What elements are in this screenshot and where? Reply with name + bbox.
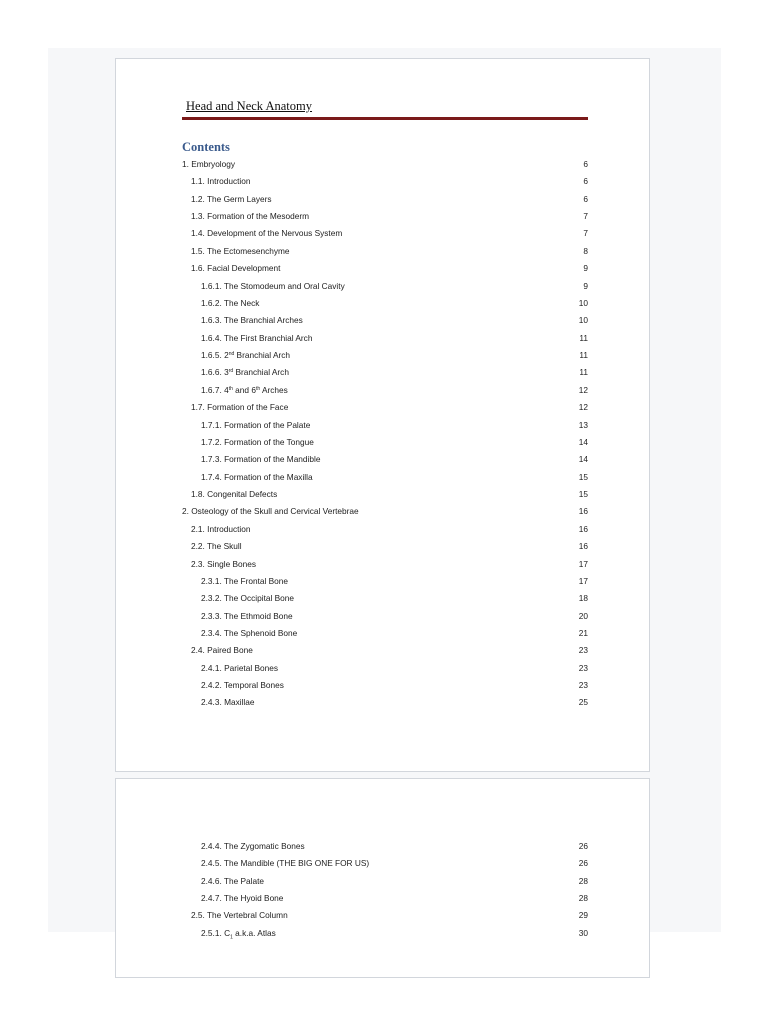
toc-entry-title: [201, 695, 255, 709]
toc-entry-page-number: 10: [578, 297, 588, 308]
toc-entry-label-rest: a.k.a. Atlas: [232, 927, 276, 938]
toc-entry-label-rest: Branchial Arch: [233, 367, 289, 378]
toc-entry-label: 1.6.2. The Neck: [201, 297, 260, 308]
toc-entry-page-number: 15: [578, 471, 588, 482]
toc-entry-label: 1.7.4. Formation of the Maxilla: [201, 471, 313, 482]
toc-entry-page-number: 25: [578, 697, 588, 708]
toc-entry-title: [201, 279, 345, 293]
toc-entry-label: 1.6.7. 4: [201, 384, 229, 395]
toc-entry[interactable]: [182, 661, 588, 675]
toc-entry-page-number: 26: [578, 841, 588, 851]
toc-entry-page-number: 20: [578, 610, 588, 621]
document-viewer[interactable]: [48, 48, 721, 941]
toc-entry[interactable]: [182, 452, 588, 466]
toc-entry-label: 2.4.3. Maxillae: [201, 697, 255, 708]
toc-entry-label: 2.4. Paired Bone: [191, 645, 253, 656]
toc-entry-title: [201, 839, 305, 853]
toc-entry-label: 2.3. Single Bones: [191, 558, 257, 569]
toc-entry-title: [191, 261, 280, 275]
toc-entry-label: 1.6.1. The Stomodeum and Oral Cavity: [201, 280, 345, 291]
toc-entry-label: 1.6.6. 3: [201, 367, 229, 378]
toc-entry-label: 2.4.6. The Palate: [201, 875, 265, 886]
toc-entry-label: 2.4.7. The Hyoid Bone: [201, 893, 284, 904]
toc-entry-title: [201, 678, 284, 692]
toc-entry-title: [201, 365, 289, 379]
toc-entry[interactable]: [182, 244, 588, 258]
toc-entry-title: [201, 874, 264, 888]
toc-entry-page-number: 17: [578, 558, 588, 569]
toc-entry-page-number: 12: [578, 402, 588, 413]
toc-entry[interactable]: [182, 591, 588, 605]
toc-entry[interactable]: [182, 279, 588, 293]
toc-entry-label: 2.3.4. The Sphenoid Bone: [201, 627, 298, 638]
toc-entry-page-number: 28: [578, 893, 588, 904]
toc-entry[interactable]: [182, 296, 588, 310]
toc-entry-page-number: 17: [578, 575, 588, 586]
toc-entry-title: [191, 487, 277, 501]
toc-entry-label: 1.6.3. The Branchial Arches: [201, 315, 303, 326]
toc-entry-label: 2.1. Introduction: [191, 523, 251, 534]
toc-entry[interactable]: [182, 643, 588, 657]
title-underline-rule: [182, 117, 588, 120]
toc-entry-title: [201, 435, 314, 449]
toc-entry-label: 2.4.5. The Mandible (THE BIG ONE FOR US): [201, 858, 370, 869]
toc-entry-label: 1.7.3. Formation of the Mandible: [201, 454, 321, 465]
toc-entry-label: 2.5. The Vertebral Column: [191, 910, 288, 921]
toc-entry[interactable]: [182, 192, 588, 206]
toc-entry-label: 1.5. The Ectomesenchyme: [191, 245, 290, 256]
toc-entry-page-number: 16: [578, 506, 588, 517]
toc-entry-title: [191, 539, 242, 553]
toc-entry-label: 1.6.4. The First Branchial Arch: [201, 332, 313, 343]
toc-entry-title: [201, 383, 288, 397]
toc-entry-page-number: 14: [578, 436, 588, 447]
toc-entry-label: 2.3.1. The Frontal Bone: [201, 575, 289, 586]
toc-entry[interactable]: [182, 504, 588, 518]
toc-entry-page-number: 9: [583, 280, 588, 291]
toc-entry-title: [191, 522, 251, 536]
toc-entry-page-number: 14: [578, 454, 588, 465]
toc-entry-label: 1.1. Introduction: [191, 176, 251, 187]
toc-entry-label: 2.2. The Skull: [191, 541, 242, 552]
toc-entry-page-number: 29: [578, 910, 588, 921]
toc-entry-page-number: 16: [578, 541, 588, 552]
toc-entry-title: [201, 452, 320, 466]
toc-entry-label-rest: and 6: [232, 384, 256, 395]
toc-entry-title: [201, 926, 276, 940]
toc-entry-subscript: 1: [230, 934, 233, 941]
toc-entry-label: 1.8. Congenital Defects: [191, 489, 278, 500]
toc-entry-page-number: 30: [578, 927, 588, 938]
toc-entry-page-number: 13: [578, 419, 588, 430]
toc-entry-label: 2.3.2. The Occipital Bone: [201, 593, 295, 604]
contents-heading: Contents: [182, 140, 230, 154]
toc-entry-title: [201, 331, 312, 345]
toc-entry-page-number: 23: [578, 645, 588, 656]
toc-entry[interactable]: [182, 157, 588, 171]
toc-entry-label: 2.4.1. Parietal Bones: [201, 662, 279, 673]
toc-entry[interactable]: [182, 874, 588, 888]
toc-entry-page-number: 7: [583, 211, 588, 222]
toc-entry[interactable]: [182, 856, 588, 870]
toc-entry[interactable]: [182, 470, 588, 484]
toc-entry[interactable]: [182, 522, 588, 536]
toc-entry-page-number: 28: [578, 875, 588, 886]
toc-entry-title: [201, 348, 290, 362]
toc-entry[interactable]: [182, 574, 588, 588]
toc-entry-page-number: 11: [579, 332, 588, 343]
toc-entry-page-number: 11: [579, 350, 588, 361]
toc-entry-page-number: 12: [578, 384, 588, 395]
toc-entry-label: 1.3. Formation of the Mesoderm: [191, 211, 310, 222]
toc-entry-label: 1.7.2. Formation of the Tongue: [201, 436, 314, 447]
toc-entry-label: 1.7. Formation of the Face: [191, 402, 289, 413]
toc-entry[interactable]: [182, 908, 588, 922]
toc-entry-label: 1.2. The Germ Layers: [191, 193, 272, 204]
toc-entry[interactable]: [182, 557, 588, 571]
toc-entry[interactable]: [182, 365, 588, 379]
toc-entry[interactable]: [182, 331, 588, 345]
toc-entry[interactable]: [182, 313, 588, 327]
toc-entry[interactable]: [182, 435, 588, 449]
toc-entry-page-number: 18: [578, 593, 588, 604]
toc-entry-title: [201, 296, 259, 310]
toc-entry-title: [191, 192, 272, 206]
toc-entry[interactable]: [182, 626, 588, 640]
toc-entry-superscript: th: [255, 385, 261, 392]
toc-entry-label: 1.4. Development of the Nervous System: [191, 228, 343, 239]
toc-entry-title: [201, 470, 313, 484]
toc-entry[interactable]: [182, 609, 588, 623]
toc-entry-label-rest: Branchial Arch: [234, 350, 291, 361]
toc-entry[interactable]: [182, 695, 588, 709]
toc-entry-label-rest: Arches: [260, 384, 288, 395]
toc-entry-page-number: 10: [578, 315, 588, 326]
toc-entry-title: [201, 856, 369, 870]
toc-entry-title: [191, 557, 256, 571]
toc-entry[interactable]: [182, 226, 588, 240]
toc-entry-page-number: 6: [583, 159, 588, 169]
toc-entry-superscript: rd: [228, 368, 234, 375]
toc-entry-page-number: 21: [578, 627, 588, 638]
toc-entry-title: [201, 418, 310, 432]
toc-entry-page-number: 9: [583, 263, 588, 274]
toc-entry-title: [191, 209, 309, 223]
toc-entry-label: 2.3.3. The Ethmoid Bone: [201, 610, 293, 621]
toc-entry-label: 1.7.1. Formation of the Palate: [201, 419, 311, 430]
toc-entry[interactable]: [182, 678, 588, 692]
toc-entry[interactable]: [182, 926, 588, 940]
toc-entry-title: [201, 591, 294, 605]
document-page-2: [115, 778, 650, 978]
toc-entry-page-number: 23: [578, 680, 588, 691]
toc-entry-title: [191, 226, 342, 240]
toc-entry-superscript: th: [228, 385, 233, 392]
toc-entry[interactable]: [182, 209, 588, 223]
toc-entry-label: 2. Osteology of the Skull and Cervical Vertebrae: [182, 506, 359, 517]
toc-entry-title: [191, 400, 288, 414]
toc-entry-superscript: nd: [228, 351, 235, 358]
toc-entry-label: 2.4.4. The Zygomatic Bones: [201, 841, 305, 851]
toc-entry-page-number: 11: [579, 367, 588, 378]
toc-entry-label: 1. Embryology: [182, 159, 236, 169]
toc-entry-title: [201, 574, 288, 588]
toc-entry[interactable]: [182, 539, 588, 553]
toc-entry[interactable]: [182, 487, 588, 501]
toc-entry[interactable]: [182, 174, 588, 188]
toc-entry-title: [201, 609, 293, 623]
toc-entry-title: [191, 908, 288, 922]
toc-entry-title: [182, 504, 359, 518]
toc-entry-title: [201, 313, 303, 327]
toc-entry[interactable]: [182, 891, 588, 905]
toc-entry-title: [182, 157, 235, 171]
toc-entry[interactable]: [182, 839, 588, 853]
toc-entry-label: 2.5.1. C: [201, 927, 231, 938]
toc-entry-label: 1.6.5. 2: [201, 350, 229, 361]
toc-entry-title: [201, 626, 297, 640]
toc-entry-page-number: 8: [583, 245, 588, 256]
toc-entry-page-number: 16: [578, 523, 588, 534]
document-page-1: [115, 58, 650, 772]
toc-entry[interactable]: [182, 418, 588, 432]
toc-entry[interactable]: [182, 261, 588, 275]
toc-entry-page-number: 23: [578, 662, 588, 673]
toc-entry-title: [201, 891, 283, 905]
toc-entry[interactable]: [182, 400, 588, 414]
toc-entry-page-number: 15: [578, 489, 588, 500]
toc-entry-label: 1.6. Facial Development: [191, 263, 281, 274]
toc-entry[interactable]: [182, 383, 588, 397]
toc-entry-page-number: 6: [583, 193, 588, 204]
toc-entry-title: [191, 643, 253, 657]
toc-entry-page-number: 26: [578, 858, 588, 869]
toc-entry-label: 2.4.2. Temporal Bones: [201, 680, 284, 691]
toc-entry-title: [201, 661, 278, 675]
toc-entry[interactable]: [182, 348, 588, 362]
toc-entry-page-number: 7: [583, 228, 588, 239]
toc-entry-page-number: 6: [583, 176, 588, 187]
toc-entry-title: [191, 244, 290, 258]
document-title: Head and Neck Anatomy: [186, 99, 313, 113]
toc-entry-title: [191, 174, 251, 188]
